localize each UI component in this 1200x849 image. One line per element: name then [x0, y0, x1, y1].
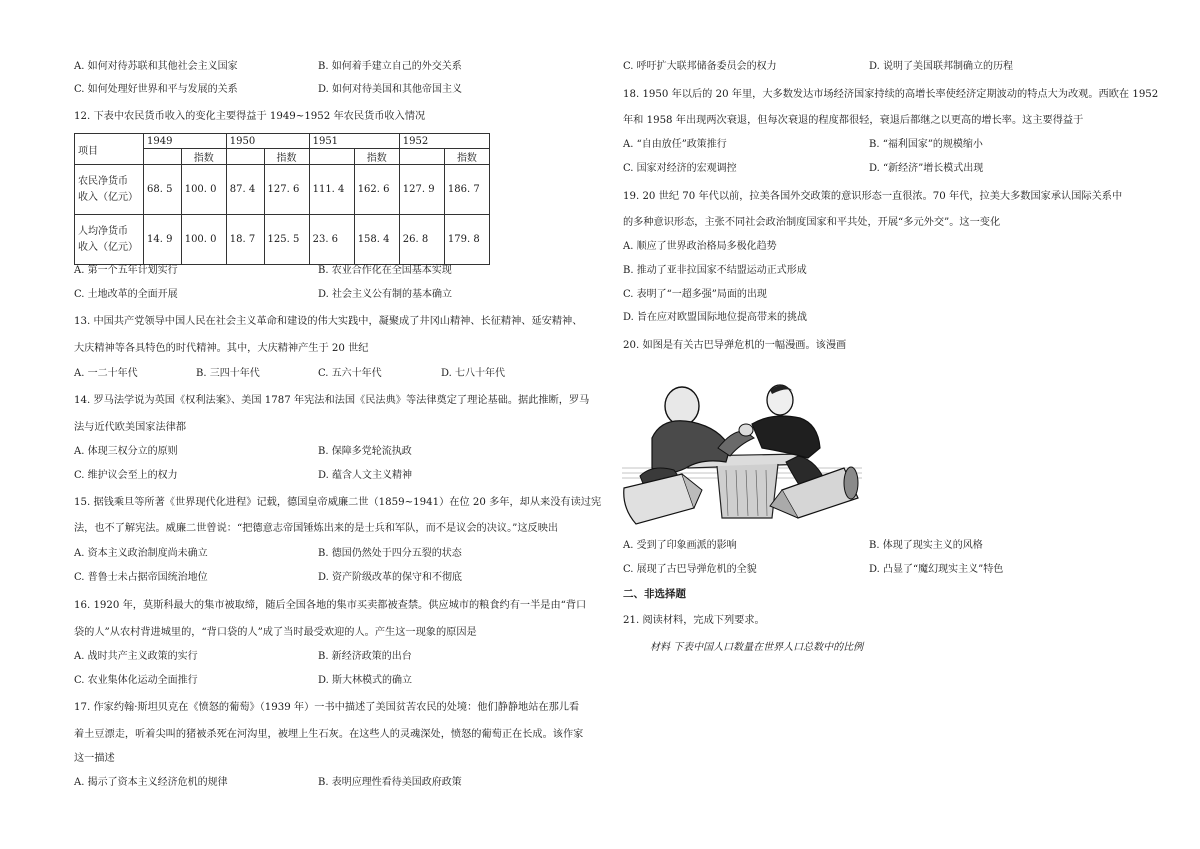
table-cell: 23. 6: [309, 215, 354, 265]
q16-option-b: B. 新经济政策的出台: [318, 651, 412, 662]
table-header-item: 项目: [75, 134, 144, 165]
q19-option-a: A. 顺应了世界政治格局多极化趋势: [623, 241, 777, 252]
q19-stem-line2: 的多种意识形态，主张不同社会政治制度国家和平共处，开展“多元外交”。这一变化: [623, 217, 1001, 228]
q12-stem: 12. 下表中农民货币收入的变化主要得益于 1949~1952 年农民货币收入情况: [74, 111, 426, 122]
table-cell: 18. 7: [226, 215, 264, 265]
q15-stem-line2: 法，也不了解宪法。威廉二世曾说：“把德意志帝国锤炼出来的是士兵和军队，而不是议会的决议。”这反映出: [74, 523, 559, 534]
q11-option-a: A. 如何对待苏联和其他社会主义国家: [74, 61, 238, 72]
q16-option-d: D. 斯大林模式的确立: [318, 675, 413, 686]
row1-label: [75, 165, 144, 215]
table-index-header: 指数: [264, 149, 309, 165]
table-cell: 127. 6: [264, 165, 309, 215]
q17-stem-line2: 着土豆漂走，听着尖叫的猪被杀死在河沟里，被埋上生石灰。在这些人的灵魂深处，愤怒的葡萄正在长成。该作家: [74, 729, 584, 740]
q13-option-d: D. 七八十年代: [441, 368, 506, 379]
q12-option-b: B. 农业合作化在全国基本实现: [318, 265, 452, 276]
q14-option-c: C. 维护议会至上的权力: [74, 470, 178, 481]
table-cell: [144, 149, 182, 165]
q19-option-c: C. 表明了“一超多强”局面的出现: [623, 289, 767, 300]
table-cell: 162. 6: [354, 165, 399, 215]
q13-stem-line1: 13. 中国共产党领导中国人民在社会主义革命和建设的伟大实践中，凝聚成了井冈山精神、长征精神、延安精神、: [74, 316, 583, 327]
q11-option-c: C. 如何处理好世界和平与发展的关系: [74, 84, 238, 95]
q15-option-d: D. 资产阶级改革的保守和不彻底: [318, 572, 463, 583]
table-cell: 14. 9: [144, 215, 182, 265]
row1-label-line1: 农民净货币: [78, 175, 128, 187]
q18-option-a: A. “自由放任”政策推行: [623, 139, 727, 150]
table-index-header: 指数: [181, 149, 226, 165]
table-cell: 26. 8: [399, 215, 444, 265]
q15-option-a: A. 资本主义政治制度尚未确立: [74, 548, 208, 559]
table-cell: [226, 149, 264, 165]
table-cell: 179. 8: [444, 215, 489, 265]
q13-option-c: C. 五六十年代: [318, 368, 382, 379]
q17-option-d: D. 说明了美国联邦制确立的历程: [869, 61, 1014, 72]
table-cell: 100. 0: [181, 165, 226, 215]
table-cell: [309, 149, 354, 165]
q20-stem: 20. 如图是有关古巴导弹危机的一幅漫画。该漫画: [623, 340, 847, 351]
table-cell: 186. 7: [444, 165, 489, 215]
q11-option-d: D. 如何对待美国和其他帝国主义: [318, 84, 463, 95]
table-cell: 111. 4: [309, 165, 354, 215]
q15-option-b: B. 德国仍然处于四分五裂的状态: [318, 548, 462, 559]
q16-stem-line1: 16. 1920 年，莫斯科最大的集市被取缔，随后全国各地的集市买卖都被查禁。供应城市的粮食约有一半是由“背口: [74, 600, 587, 611]
q17-option-c: C. 呼吁扩大联邦储备委员会的权力: [623, 61, 777, 72]
q16-option-a: A. 战时共产主义政策的实行: [74, 651, 198, 662]
q14-stem-line2: 法与近代欧美国家法律都: [74, 422, 187, 433]
table-cell: 100. 0: [181, 215, 226, 265]
q20-option-d: D. 凸显了“魔幻现实主义”特色: [869, 564, 1004, 575]
q12-income-table: [74, 133, 490, 265]
row1-label-line2: 收入（亿元）: [78, 191, 138, 203]
q12-option-a: A. 第一个五年计划实行: [74, 265, 178, 276]
q17-stem-line3: 这一描述: [74, 753, 115, 764]
q20-option-c: C. 展现了古巴导弹危机的全貌: [623, 564, 757, 575]
q14-stem-line1: 14. 罗马法学说为英国《权利法案》、美国 1787 年宪法和法国《民法典》等法律奠定了理论基础。据此推断，罗马: [74, 395, 590, 406]
q18-option-c: C. 国家对经济的宏观调控: [623, 163, 737, 174]
q15-option-c: C. 普鲁士未占据帝国统治地位: [74, 572, 208, 583]
table-cell: [399, 149, 444, 165]
q14-option-d: D. 蕴含人文主义精神: [318, 470, 413, 481]
q16-option-c: C. 农业集体化运动全面推行: [74, 675, 198, 686]
q21-material: 材料 下表中国人口数量在世界人口总数中的比例: [650, 642, 864, 653]
q17-stem-line1: 17. 作家约翰·斯坦贝克在《愤怒的葡萄》（1939 年）一书中描述了美国贫苦农民的处境：他们静静地站在那儿看: [74, 702, 580, 713]
table-cell: 87. 4: [226, 165, 264, 215]
q20-option-a: A. 受到了印象画派的影响: [623, 540, 737, 551]
cuban-missile-crisis-cartoon: [622, 378, 862, 526]
q14-option-a: A. 体现三权分立的原则: [74, 446, 178, 457]
q13-option-a: A. 一二十年代: [74, 368, 138, 379]
q18-stem-line2: 年和 1958 年出现两次衰退，但每次衰退的程度都很轻，衰退后都继之以更高的增长率。这主要得益于: [623, 115, 1084, 126]
table-year-1951: 1951: [309, 134, 399, 149]
section-heading-non-choice: 二、非选择题: [623, 588, 686, 600]
q16-stem-line2: 袋的人”从农村背进城里的，“背口袋的人”成了当时最受欢迎的人。产生这一现象的原因是: [74, 627, 477, 638]
q18-stem-line1: 18. 1950 年以后的 20 年里，大多数发达市场经济国家持续的高增长率使经济定期波动的特点大为改观。西欧在 1952: [623, 89, 1159, 100]
q19-option-d: D. 旨在应对欧盟国际地位提高带来的挑战: [623, 312, 808, 323]
table-year-1952: 1952: [399, 134, 489, 149]
table-year-1949: 1949: [144, 134, 227, 149]
q18-option-b: B. “福利国家”的规模缩小: [869, 139, 983, 150]
table-cell: 158. 4: [354, 215, 399, 265]
table-cell: 127. 9: [399, 165, 444, 215]
q17-option-a: A. 揭示了资本主义经济危机的规律: [74, 777, 228, 788]
table-year-1950: 1950: [226, 134, 309, 149]
row2-label: [75, 215, 144, 265]
table-cell: 125. 5: [264, 215, 309, 265]
table-index-header: 指数: [354, 149, 399, 165]
q15-stem-line1: 15. 据钱乘旦等所著《世界现代化进程》记载，德国皇帝威廉二世（1859~1941）在位 20 多年，却从来没有读过宪: [74, 497, 602, 508]
row2-label-line2: 收入（亿元）: [78, 241, 138, 253]
q14-option-b: B. 保障多党轮流执政: [318, 446, 412, 457]
q21-stem: 21. 阅读材料，完成下列要求。: [623, 615, 765, 626]
q19-option-b: B. 推动了亚非拉国家不结盟运动正式形成: [623, 265, 807, 276]
row2-label-line1: 人均净货币: [78, 225, 128, 237]
q20-option-b: B. 体现了现实主义的风格: [869, 540, 983, 551]
q11-option-b: B. 如何着手建立自己的外交关系: [318, 61, 462, 72]
q17-option-b: B. 表明应理性看待美国政府政策: [318, 777, 462, 788]
table-index-header: 指数: [444, 149, 489, 165]
q12-option-d: D. 社会主义公有制的基本确立: [318, 289, 453, 300]
table-cell: 68. 5: [144, 165, 182, 215]
q13-option-b: B. 三四十年代: [196, 368, 260, 379]
q12-option-c: C. 土地改革的全面开展: [74, 289, 178, 300]
q19-stem-line1: 19. 20 世纪 70 年代以前，拉美各国外交政策的意识形态一直很浓。70 年代，拉美大多数国家承认国际关系中: [623, 191, 1123, 202]
q13-stem-line2: 大庆精神等各具特色的时代精神。其中，大庆精神产生于 20 世纪: [74, 343, 369, 354]
q18-option-d: D. “新经济”增长模式出现: [869, 163, 984, 174]
